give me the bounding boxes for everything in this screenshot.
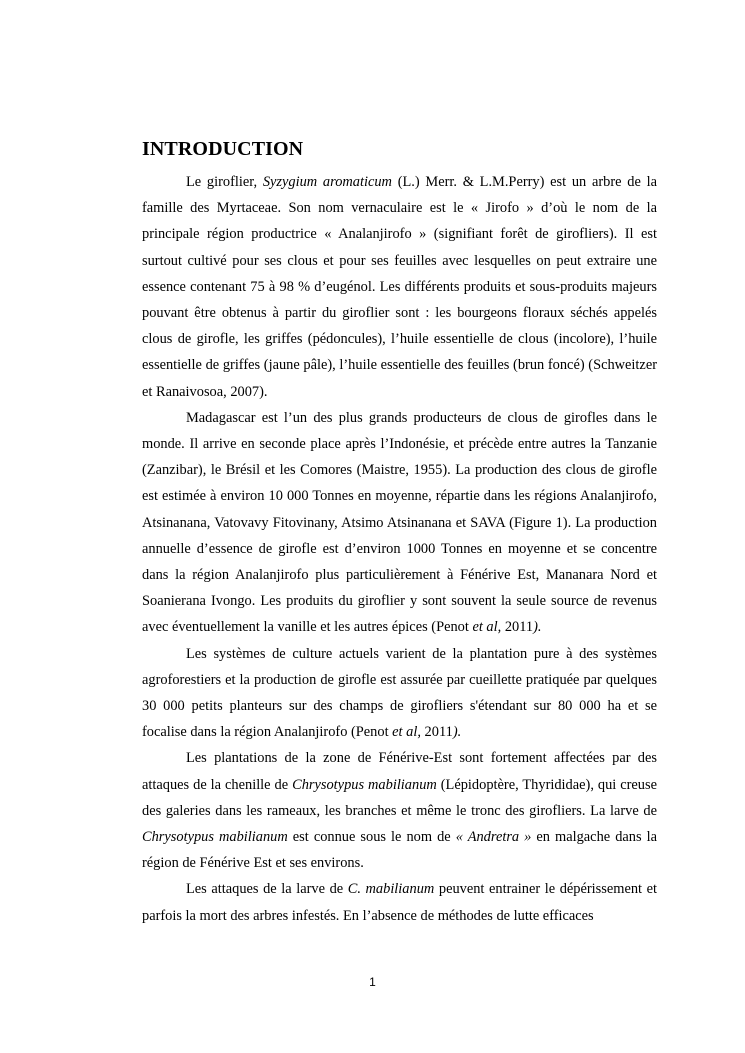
italic-text: ). bbox=[533, 619, 542, 636]
italic-text: C. mabilianum bbox=[347, 881, 435, 898]
text-run: en malgache dans la région de Fénérive Est et ses environs. bbox=[142, 829, 657, 872]
italic-text: Chrysotypus mabilianum bbox=[142, 829, 288, 846]
text-run: (Lépidoptère, Thyrididae), qui creuse des galeries dans les rameaux, les branches et même le tronc des girofliers. La larve de bbox=[142, 776, 657, 819]
italic-text: et al, bbox=[472, 619, 502, 636]
text-run: (L.) Merr. & L.M.Perry) est un arbre de la famille des Myrtaceae. Son nom vernaculaire est le « Jirofo » d’où le nom de la principale région productrice « Analanjirofo » (signifiant forêt de girofliers). Il est surtout cultivé pour ses clous et pour ses feuilles avec lesquelles on peut extraire une essence contenant 75 à 98 % d’eugénol. Les différents produits et sous-produits majeurs pouvant être obtenus à partir du giroflier sont : les bourgeons floraux séchés appelés clous de girofle, les griffes (pédoncules), l’huile essentielle de clous (incolore), l’huile essentielle de griffes (jaune pâle), l’huile essentielle des feuilles (brun foncé) (Schweitzer et Ranaivosoa, 2007). bbox=[142, 174, 657, 400]
section-heading: INTRODUCTION bbox=[142, 138, 304, 160]
text-run: Les attaques de la larve de bbox=[186, 881, 348, 898]
paragraph bbox=[142, 641, 657, 746]
paragraph bbox=[142, 169, 657, 405]
paragraph bbox=[142, 876, 657, 928]
italic-text: « Andretra » bbox=[455, 829, 532, 846]
paragraph bbox=[142, 745, 657, 876]
text-run: Les plantations de la zone de Fénérive-Est sont fortement affectées par des attaques de la chenille de bbox=[142, 750, 657, 793]
text-run: est connue sous le nom de bbox=[287, 829, 456, 846]
italic-text: Syzygium aromaticum bbox=[262, 174, 392, 190]
text-run: 2011 bbox=[501, 619, 534, 636]
italic-text: Chrysotypus mabilianum bbox=[292, 776, 437, 793]
page-number: 1 bbox=[369, 975, 376, 989]
text-run: Madagascar est l’un des plus grands producteurs de clous de girofles dans le monde. Il arrive en seconde place après l’Indonésie, et précède entre autres la Tanzanie (Zanzibar), le Brésil et les Comores (Maistre, 1955). La production des clous de girofle est estimée à environ 10 000 Tonnes en moyenne, répartie dans les régions Analanjirofo, Atsinanana, Vatovavy Fitovinany, Atsimo Atsinanana et SAVA (Figure 1). La production annuelle d’essence de girofle est d’environ 1000 Tonnes en moyenne et se concentre dans la région Analanjirofo plus particulièrement à Fénérive Est, Mananara Nord et Soanierana Ivongo. Les produits du giroflier y sont souvent la seule source de revenus avec éventuellement la vanille et les autres épices (Penot bbox=[142, 409, 657, 636]
paragraph bbox=[142, 405, 657, 641]
body-text bbox=[142, 169, 657, 929]
italic-text: et al, bbox=[392, 724, 421, 741]
text-run: 2011 bbox=[420, 724, 453, 741]
text-run: Les systèmes de culture actuels varient de la plantation pure à des systèmes agroforestiers et la production de girofle est assurée par cueillette pratiquée par quelques 30 000 petits planteurs sur des champs de girofliers s'étendant sur 80 000 ha et se focalise dans la région Analanjirofo (Penot bbox=[142, 645, 657, 741]
italic-text: ). bbox=[452, 724, 462, 741]
text-run: peuvent entrainer le dépérissement et parfois la mort des arbres infestés. En l’absence de méthodes de lutte efficaces bbox=[142, 881, 657, 924]
text-run: Le giroflier, bbox=[186, 174, 263, 190]
